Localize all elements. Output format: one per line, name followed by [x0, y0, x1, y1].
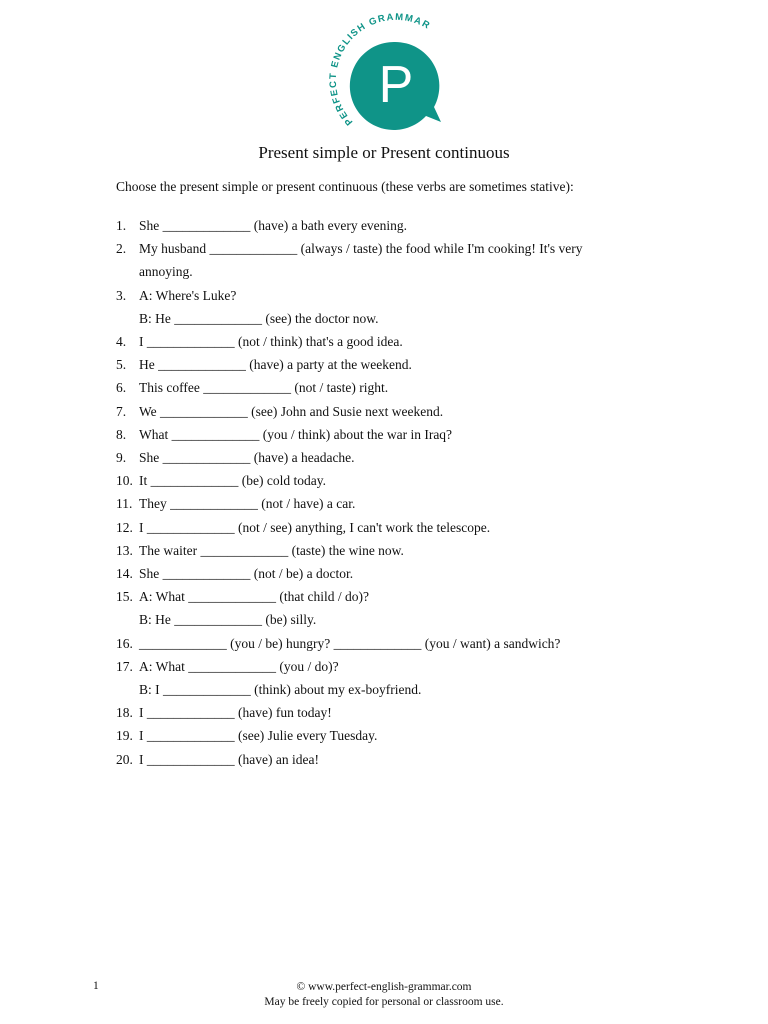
question-number: 17.: [116, 658, 133, 674]
question-number: 1.: [116, 218, 127, 233]
question-text: A: What _____________ (you / do)?: [139, 658, 339, 674]
question-text: I _____________ (not / think) that's a good idea.: [139, 334, 403, 350]
question-item: [116, 585, 636, 631]
question-item: [116, 284, 636, 330]
question-text: annoying.: [139, 264, 193, 280]
question-number: 8.: [116, 426, 127, 442]
logo-ring-textpath: PERFECT ENGLISH GRAMMAR: [327, 12, 433, 128]
question-item: [116, 701, 636, 724]
logo-letter: P: [378, 56, 414, 114]
question-item: [116, 423, 636, 446]
question-item: [116, 469, 636, 492]
question-item: [116, 539, 636, 562]
question-number: 3.: [116, 287, 127, 303]
question-text: What _____________ (you / think) about the war in Iraq?: [139, 426, 453, 442]
question-number: 15.: [116, 589, 133, 605]
question-item: [116, 446, 636, 469]
question-number: 14.: [116, 566, 133, 582]
question-text: I _____________ (have) an idea!: [139, 751, 319, 767]
question-text: I _____________ (see) Julie every Tuesday.: [139, 728, 378, 744]
question-text: A: Where's Luke?: [139, 287, 237, 303]
question-item: [116, 214, 636, 237]
question-text: A: What _____________ (that child / do)?: [139, 589, 369, 605]
question-item: [116, 632, 636, 655]
question-text: B: He _____________ (be) silly.: [139, 612, 317, 628]
question-number: 7.: [116, 403, 127, 419]
question-item: [116, 516, 636, 539]
question-text: She _____________ (have) a headache.: [139, 450, 355, 466]
question-text: I _____________ (have) fun today!: [139, 705, 332, 721]
question-text: _____________ (you / be) hungry? _____________ (you / want) a sandwich?: [139, 635, 561, 651]
question-item: [116, 237, 636, 283]
question-number: 11.: [116, 496, 133, 512]
question-number: 13.: [116, 542, 133, 558]
question-text: B: I _____________ (think) about my ex-boyfriend.: [139, 682, 422, 698]
question-number: 4.: [116, 334, 127, 350]
question-number: 2.: [116, 241, 127, 257]
page-number: 1: [93, 980, 99, 992]
question-text: We _____________ (see) John and Susie next weekend.: [139, 403, 444, 419]
question-item: [116, 562, 636, 585]
question-item: [116, 376, 636, 399]
footer: [0, 980, 768, 1010]
question-number: 20.: [116, 751, 133, 767]
question-number: 16.: [116, 635, 133, 651]
worksheet-title: Present simple or Present continuous: [258, 143, 510, 162]
question-number: 10.: [116, 473, 133, 489]
question-list: [116, 214, 636, 771]
question-number: 19.: [116, 728, 133, 744]
question-text: He _____________ (have) a party at the weekend.: [139, 357, 412, 373]
question-text: She _____________ (have) a bath every evening.: [139, 218, 408, 233]
question-number: 12.: [116, 519, 133, 535]
question-item: [116, 353, 636, 376]
question-number: 18.: [116, 705, 133, 721]
question-item: [116, 748, 636, 771]
question-item: [116, 724, 636, 747]
question-text: This coffee _____________ (not / taste) right.: [139, 380, 389, 396]
question-text: She _____________ (not / be) a doctor.: [139, 566, 354, 582]
instructions: Choose the present simple or present continuous (these verbs are sometimes stative):: [116, 179, 574, 194]
question-text: I _____________ (not / see) anything, I can't work the telescope.: [139, 519, 491, 535]
question-item: [116, 655, 636, 701]
perfect-english-grammar-logo: [322, 12, 450, 130]
question-item: [116, 330, 636, 353]
question-number: 5.: [116, 357, 127, 373]
question-number: 6.: [116, 380, 127, 396]
question-number: 9.: [116, 450, 127, 466]
question-text: It _____________ (be) cold today.: [139, 473, 326, 489]
question-text: My husband _____________ (always / taste) the food while I'm cooking! It's very: [139, 241, 583, 257]
question-text: The waiter _____________ (taste) the wine now.: [139, 542, 404, 558]
license-note: May be freely copied for personal or classroom use.: [264, 996, 504, 1008]
copyright-link[interactable]: © www.perfect-english-grammar.com: [296, 981, 472, 993]
question-text: They _____________ (not / have) a car.: [139, 496, 356, 512]
question-text: B: He _____________ (see) the doctor now.: [139, 310, 379, 326]
question-item: [116, 400, 636, 423]
question-item: [116, 492, 636, 515]
